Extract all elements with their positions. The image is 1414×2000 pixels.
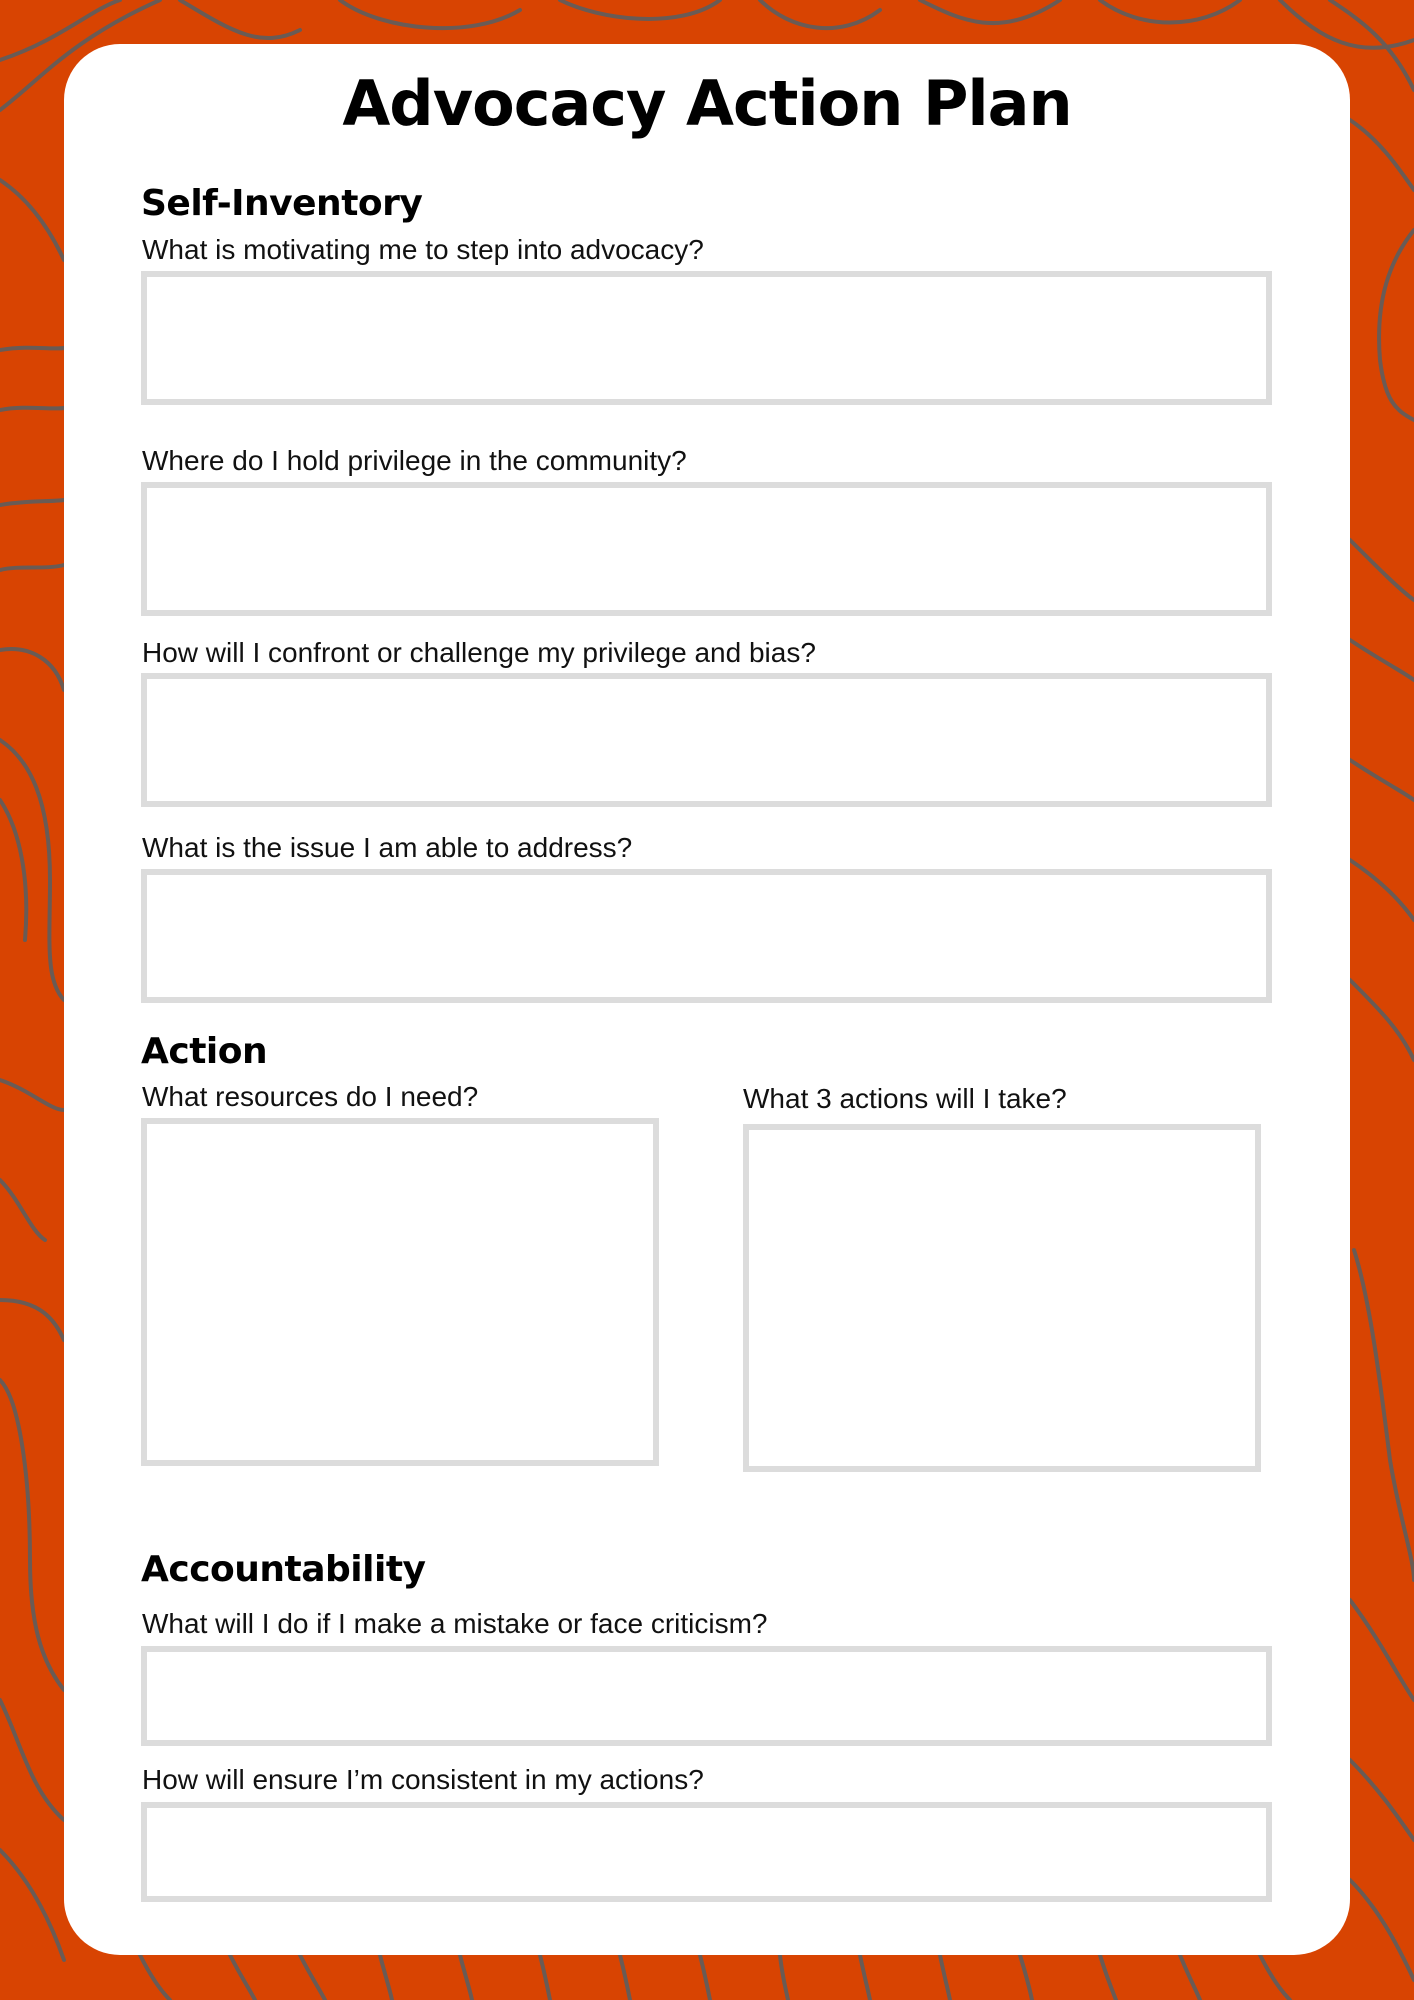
section-heading-accountability: Accountability [141, 1549, 426, 1590]
question-privilege: Where do I hold privilege in the community? [142, 445, 687, 476]
question-consistency: How will ensure I’m consistent in my actions? [142, 1764, 704, 1795]
answer-box-consistency[interactable] [141, 1802, 1272, 1902]
question-issue: What is the issue I am able to address? [142, 832, 633, 863]
question-three-actions: What 3 actions will I take? [743, 1083, 1067, 1114]
answer-box-privilege[interactable] [141, 482, 1272, 616]
answer-box-motivation[interactable] [141, 271, 1272, 405]
answer-box-issue[interactable] [141, 869, 1272, 1003]
answer-box-confront-bias[interactable] [141, 673, 1272, 807]
section-heading-action: Action [141, 1031, 268, 1072]
question-motivation: What is motivating me to step into advocacy? [142, 234, 704, 265]
question-resources: What resources do I need? [142, 1081, 479, 1112]
page-title: Advocacy Action Plan [342, 67, 1072, 140]
question-confront-bias: How will I confront or challenge my privilege and bias? [142, 637, 816, 668]
answer-box-three-actions[interactable] [743, 1124, 1261, 1472]
answer-box-mistake[interactable] [141, 1646, 1272, 1746]
section-heading-self-inventory: Self-Inventory [141, 183, 423, 224]
question-mistake: What will I do if I make a mistake or face criticism? [142, 1608, 768, 1639]
answer-box-resources[interactable] [141, 1118, 659, 1466]
